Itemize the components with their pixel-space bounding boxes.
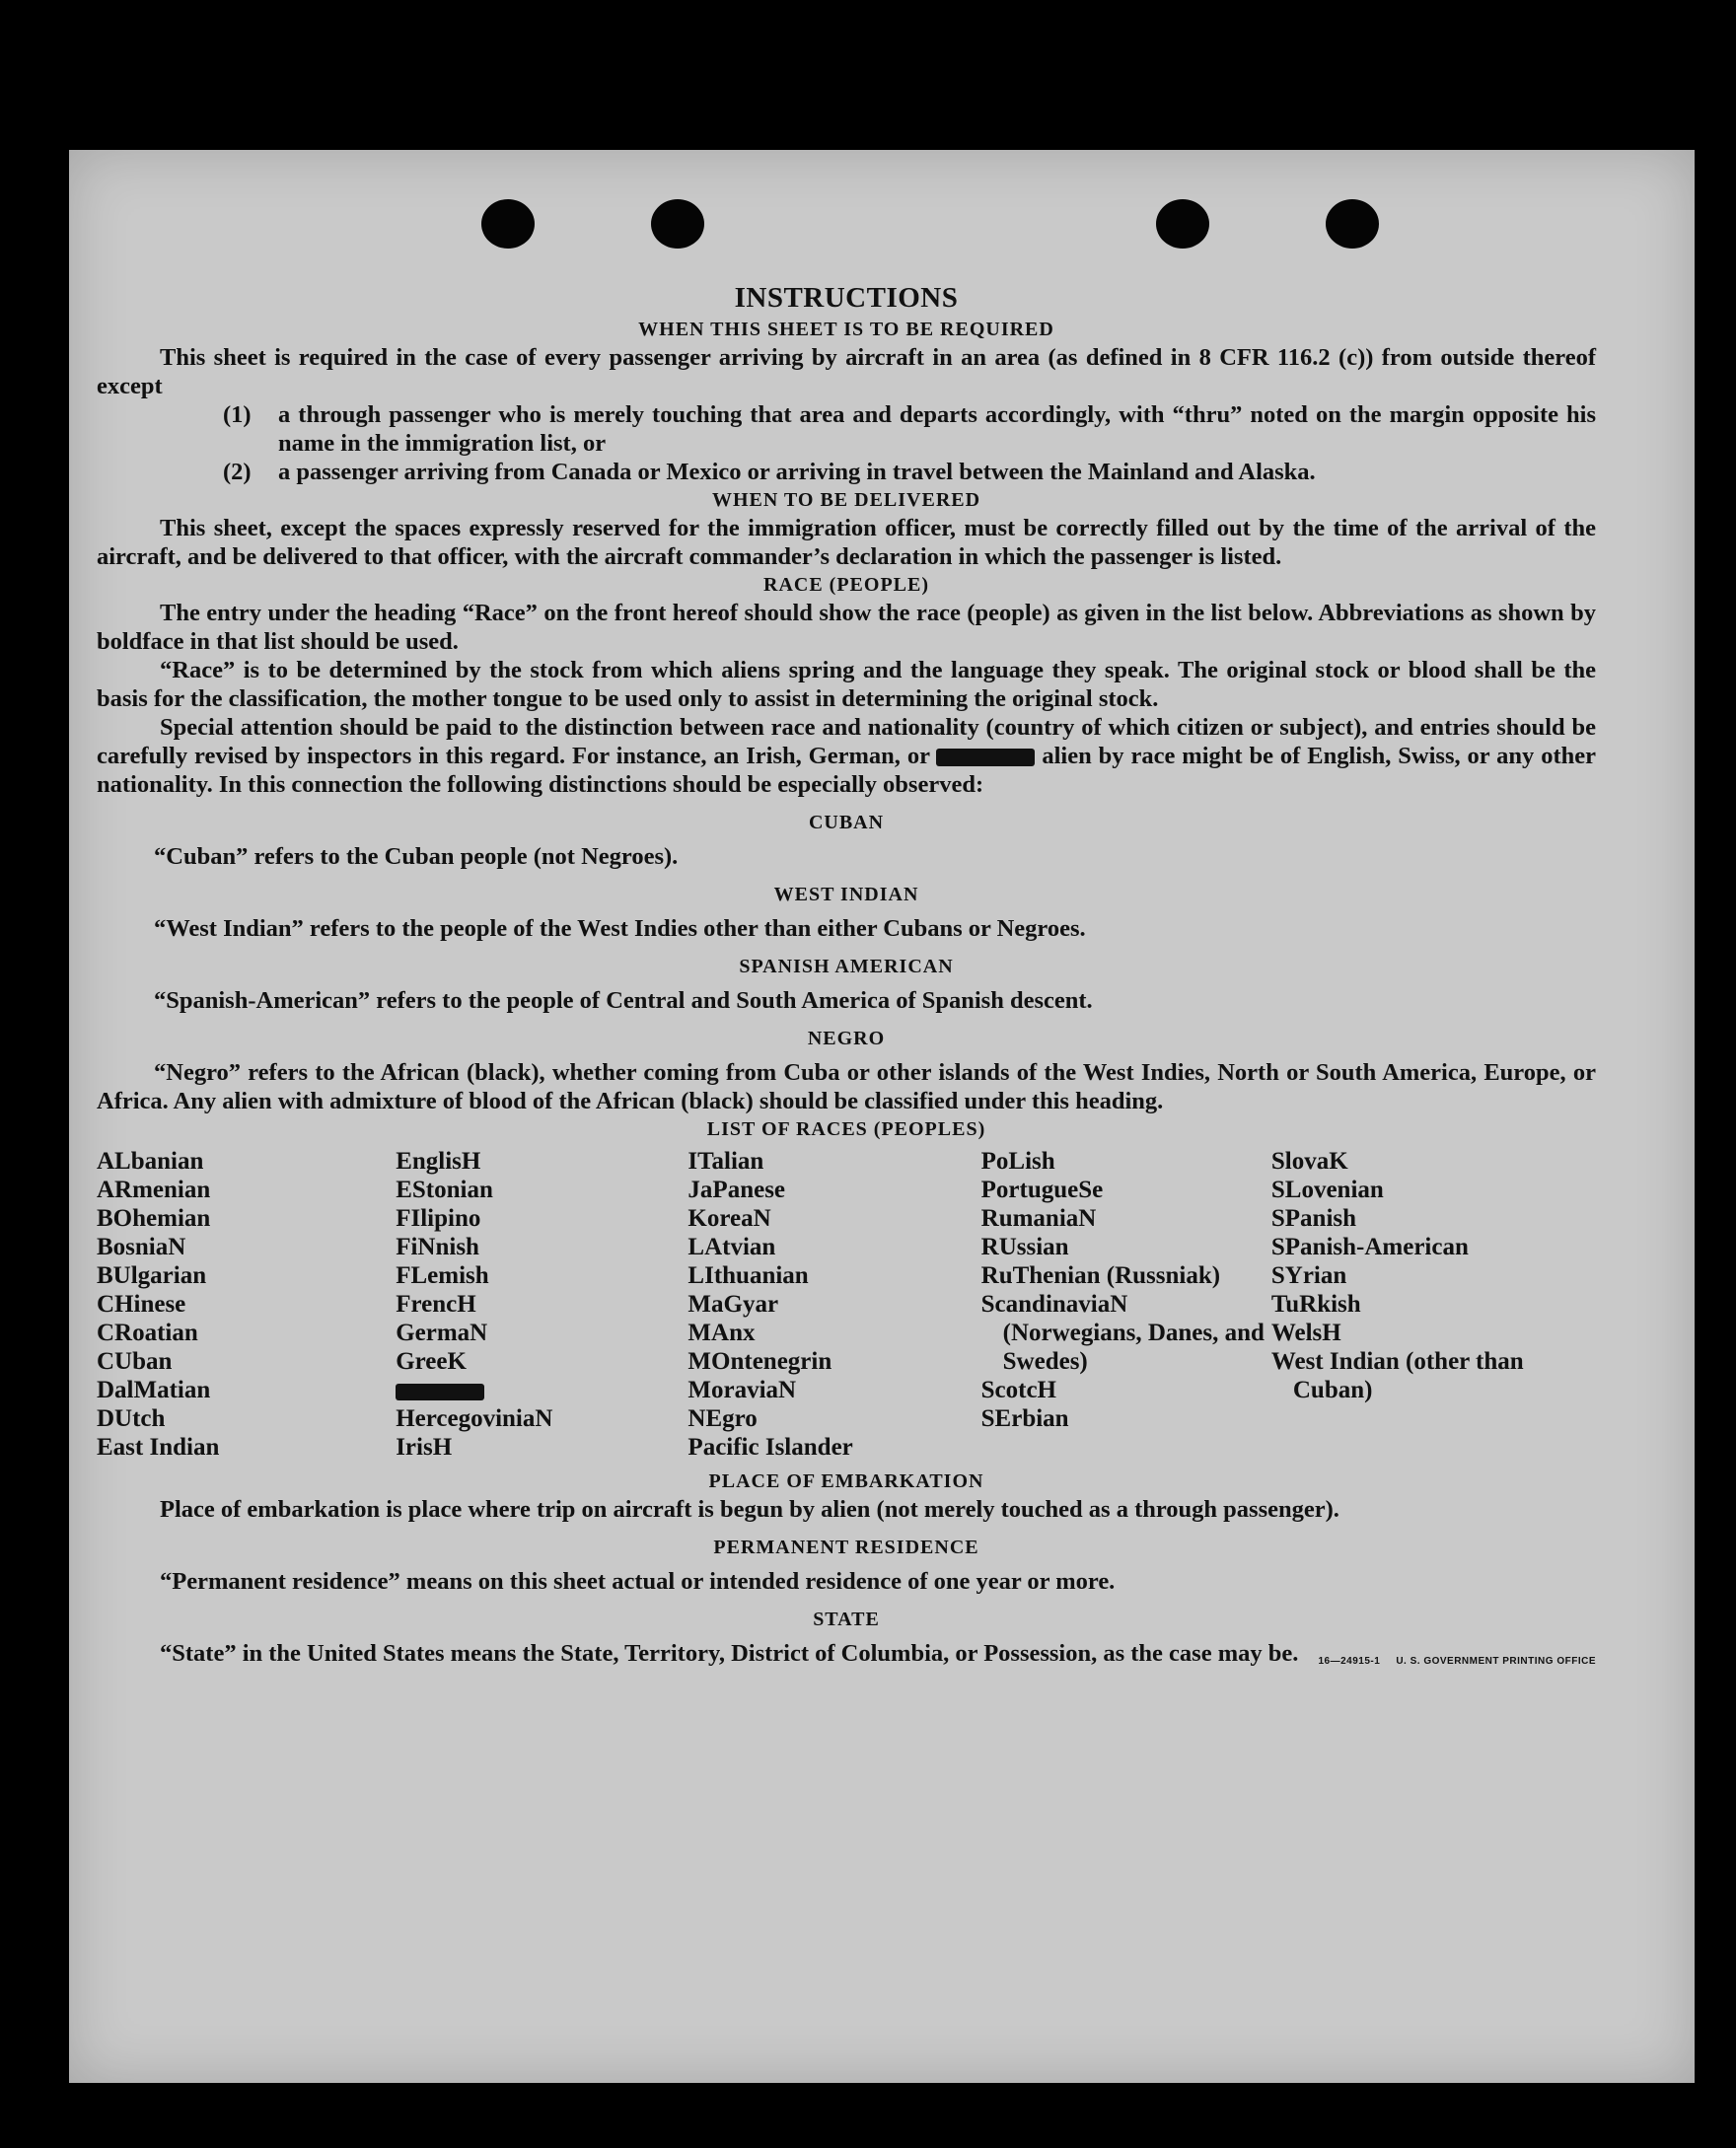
- race-item: BOhemian: [97, 1205, 211, 1232]
- race-item: SlovaK: [1270, 1148, 1348, 1175]
- required-intro: This sheet is required in the case of every passenger arriving by aircraft in an area (as defined in 8 CFR 116.2 (c)) from outside thereof except: [97, 344, 1596, 399]
- page-title: INSTRUCTIONS: [734, 282, 959, 314]
- race-item: PoLish: [980, 1148, 1055, 1175]
- race-item: MOntenegrin: [687, 1348, 832, 1375]
- instructions-content: [97, 280, 1596, 1676]
- race-item: KoreaN: [687, 1205, 771, 1232]
- race-item: FrencH: [396, 1291, 476, 1318]
- delivered-text: This sheet, except the spaces expressly reserved for the immigration officer, must be correctly filled out by the time of the arrival of the aircraft, and be delivered to that officer, with the aircraft commander’s declaration in which the passenger is listed.: [97, 515, 1596, 570]
- race-item: DUtch: [97, 1405, 166, 1432]
- residence-text: “Permanent residence” means on this sheet actual or intended residence of one year or more.: [160, 1568, 1116, 1595]
- punch-hole: [1326, 199, 1379, 249]
- race-item: West Indian (other than Cuban): [1270, 1348, 1524, 1403]
- race-item: CRoatian: [97, 1320, 198, 1346]
- section-heading-embarkation: PLACE OF EMBARKATION: [708, 1470, 984, 1492]
- race-item: TuRkish: [1270, 1291, 1361, 1318]
- race-item: NEgro: [687, 1405, 758, 1432]
- race-paragraph-2: “Race” is to be determined by the stock from which aliens spring and the language they speak. The original stock or blood shall be the basis for the classification, the mother tongue to be used only to assist in determining the original stock.: [97, 657, 1596, 712]
- race-item: MoraviaN: [687, 1377, 797, 1403]
- exception-item: [97, 400, 1596, 458]
- race-item: HercegoviniaN: [396, 1405, 553, 1432]
- race-item: JaPanese: [687, 1177, 786, 1203]
- race-item: SYrian: [1270, 1262, 1347, 1289]
- race-item: ARmenian: [97, 1177, 211, 1203]
- race-item: East Indian: [97, 1434, 220, 1461]
- races-column-4: [981, 1147, 1271, 1462]
- exception-text: a passenger arriving from Canada or Mexico or arriving in travel between the Mainland and Alaska.: [278, 459, 1316, 485]
- punch-hole: [1156, 199, 1209, 249]
- race-item: RUssian: [980, 1234, 1069, 1260]
- race-item: BosniaN: [97, 1234, 186, 1260]
- exception-number: (1): [223, 401, 252, 428]
- race-item: IrisH: [396, 1434, 453, 1461]
- race-paragraph-3a: Special attention should be paid to the distinction between race and nationality (country of which citizen or subject), and entries should be carefully revised by inspectors in this regard. For instance, an Irish, German, or: [97, 714, 1596, 769]
- races-column-1: [97, 1147, 396, 1462]
- redaction-mark: [396, 1384, 484, 1400]
- section-heading-spanish-american: SPANISH AMERICAN: [739, 956, 954, 977]
- exception-item: [97, 458, 1596, 486]
- race-item: SPanish-American: [1270, 1234, 1469, 1260]
- section-heading-race: RACE (PEOPLE): [763, 574, 929, 596]
- race-item: RuThenian (Russniak): [980, 1262, 1221, 1289]
- races-column-3: [687, 1147, 980, 1462]
- section-heading-negro: NEGRO: [807, 1028, 886, 1049]
- race-item-redacted: [396, 1376, 687, 1404]
- race-item: BUlgarian: [97, 1262, 207, 1289]
- west-indian-text: “West Indian” refers to the people of the West Indies other than either Cubans or Negroes.: [154, 915, 1086, 942]
- race-item: LIthuanian: [687, 1262, 809, 1289]
- race-paragraph-3: [97, 713, 1596, 799]
- race-item: FLemish: [396, 1262, 489, 1289]
- race-item: CHinese: [97, 1291, 186, 1318]
- race-item: Pacific Islander: [687, 1434, 853, 1461]
- race-item: ScotcH: [980, 1377, 1057, 1403]
- punch-hole: [481, 199, 535, 249]
- race-item: WelsH: [1270, 1320, 1341, 1346]
- race-item: MAnx: [687, 1320, 756, 1346]
- embarkation-text: Place of embarkation is place where trip on aircraft is begun by alien (not merely touched as a through passenger).: [160, 1496, 1339, 1523]
- races-column-2: [396, 1147, 687, 1462]
- race-item: FiNnish: [396, 1234, 479, 1260]
- race-item: SErbian: [980, 1405, 1069, 1432]
- race-item: EStonian: [396, 1177, 493, 1203]
- race-item: RumaniaN: [980, 1205, 1097, 1232]
- race-item: GermaN: [396, 1320, 488, 1346]
- punch-hole: [651, 199, 704, 249]
- race-item: FIlipino: [396, 1205, 481, 1232]
- exception-number: (2): [223, 459, 252, 485]
- race-item: ALbanian: [97, 1148, 204, 1175]
- section-heading-cuban: CUBAN: [808, 812, 885, 833]
- race-paragraph-3b: alien by race might be of English, Swiss, or any other nationality. In this connection the following distinctions should be especially observed:: [97, 743, 1597, 798]
- form-number: 16—24915-1: [1318, 1656, 1381, 1667]
- race-item: SPanish: [1270, 1205, 1357, 1232]
- race-item: CUban: [97, 1348, 173, 1375]
- race-item: GreeK: [396, 1348, 467, 1375]
- race-item: PortugueSe: [980, 1177, 1104, 1203]
- section-heading-residence: PERMANENT RESIDENCE: [713, 1537, 979, 1558]
- cuban-text: “Cuban” refers to the Cuban people (not Negroes).: [154, 843, 679, 870]
- race-item: ITalian: [687, 1148, 764, 1175]
- race-item: MaGyar: [687, 1291, 779, 1318]
- race-item: DalMatian: [97, 1377, 211, 1403]
- race-item: SLovenian: [1270, 1177, 1384, 1203]
- section-heading-west-indian: WEST INDIAN: [773, 884, 919, 905]
- race-paragraph-1: The entry under the heading “Race” on the front hereof should show the race (people) as given in the list below. Abbreviations as shown by boldface in that list should be used.: [97, 600, 1596, 655]
- exception-text: a through passenger who is merely touching that area and departs accordingly, with “thru” noted on the margin opposite his name in the immigration list, or: [278, 401, 1596, 457]
- spanish-american-text: “Spanish-American” refers to the people of Central and South America of Spanish descent.: [154, 987, 1093, 1014]
- section-heading-state: STATE: [813, 1609, 880, 1630]
- redaction-mark: [936, 749, 1035, 766]
- race-item: LAtvian: [687, 1234, 776, 1260]
- negro-text: “Negro” refers to the African (black), whether coming from Cuba or other islands of the West Indies, North or South America, Europe, or Africa. Any alien with admixture of blood of the African (black) should be classified under this heading.: [97, 1059, 1596, 1114]
- document-sheet: [69, 150, 1695, 2083]
- section-heading-required: WHEN THIS SHEET IS TO BE REQUIRED: [638, 319, 1054, 340]
- section-heading-races-list: LIST OF RACES (PEOPLES): [706, 1118, 986, 1140]
- section-heading-delivered: WHEN TO BE DELIVERED: [711, 489, 981, 511]
- race-item: EnglisH: [396, 1148, 481, 1175]
- state-text: “State” in the United States means the State, Territory, District of Columbia, or Possession, as the case may be.: [160, 1640, 1299, 1667]
- races-list: [97, 1147, 1596, 1462]
- race-item: ScandinaviaN (Norwegians, Danes, and Swedes): [980, 1291, 1265, 1375]
- races-column-5: [1271, 1147, 1596, 1462]
- printer-name: U. S. GOVERNMENT PRINTING OFFICE: [1396, 1656, 1596, 1667]
